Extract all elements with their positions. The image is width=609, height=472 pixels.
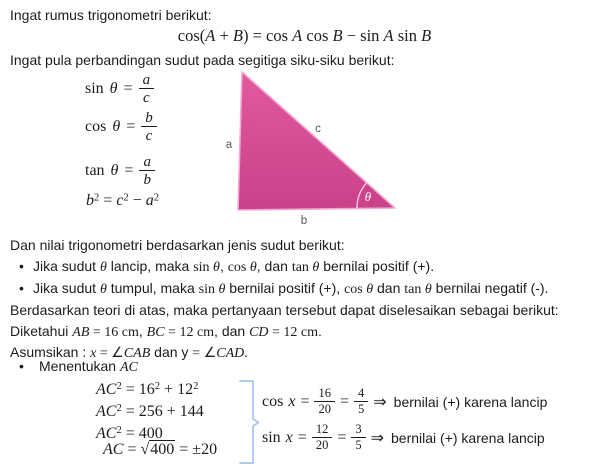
equals-sign: =	[126, 118, 136, 135]
fraction-denominator: 5	[358, 401, 365, 416]
fraction-numerator: 12	[312, 423, 333, 438]
step-title-text: Menentukan AC	[39, 358, 138, 375]
tan-function: tan	[85, 162, 105, 179]
fraction-numerator: a	[139, 72, 155, 89]
tan-fraction	[139, 154, 155, 188]
triangle-shape	[238, 72, 395, 210]
side-a-label: a	[225, 139, 233, 151]
problem-intro: Berdasarkan teori di atas, maka pertanyaan tersebut dapat diselesaikan sebagai berikut:	[10, 302, 559, 318]
fraction-numerator: 16	[314, 387, 335, 402]
equation-ac-squared-2: $AC^2 = 256 + 144$	[96, 402, 204, 420]
sin-fraction-1	[312, 423, 333, 452]
cos-sum-identity: cos(A + B) = cos A cos B − sin A sin B	[177, 26, 432, 45]
equation-ac-squared-3: $AC^2 = 400$	[96, 424, 163, 442]
fraction-denominator: 5	[355, 437, 362, 452]
fraction-numerator: 3	[351, 423, 365, 438]
notes-item-acute-text: Jika sudut θ lancip, maka sin θ, cos θ, dan tan θ bernilai positif (+).	[33, 258, 435, 275]
step-title-line	[19, 356, 138, 378]
sin-variable: x	[285, 428, 293, 446]
implies-arrow-icon: ⇒	[373, 393, 387, 411]
side-b-label: b	[300, 215, 308, 227]
equals-sign: =	[337, 428, 347, 446]
equation-ac-squared-1: $AC^2 = 16^2 + 12^2$	[96, 380, 199, 398]
group-bracket	[239, 378, 261, 466]
pythagoras-formula: $b^2 = c^2 - a^2$	[86, 192, 160, 209]
notes-item-obtuse-text: Jika sudut θ tumpul, maka sin θ bernilai positif (+), cos θ dan tan θ bernilai negatif (-).	[33, 280, 549, 297]
fraction-numerator: 4	[354, 387, 368, 402]
sin-function: sin	[262, 428, 281, 446]
sin-x-result-line	[262, 422, 545, 453]
intro-heading: Ingat rumus trigonometri berikut:	[10, 7, 212, 23]
fraction-denominator: c	[145, 128, 153, 144]
sin-function: sin	[85, 80, 104, 97]
cos-ratio-formula	[85, 109, 157, 145]
tan-ratio-formula	[85, 153, 155, 189]
cos-fraction-1	[314, 387, 335, 416]
sin-fraction	[139, 72, 155, 106]
sin-ratio-formula	[85, 71, 154, 107]
equals-sign: =	[339, 392, 349, 410]
equals-sign: =	[124, 162, 134, 179]
sin-fraction-2	[351, 423, 365, 452]
notes-item-obtuse	[19, 278, 548, 300]
equals-sign: =	[300, 392, 310, 410]
sin-conclusion: bernilai (+) karena lancip	[391, 429, 545, 446]
cos-function: cos	[85, 118, 107, 135]
fraction-denominator: 20	[315, 437, 329, 452]
fraction-numerator: a	[139, 154, 155, 171]
tan-variable: θ	[110, 162, 119, 179]
fraction-denominator: 20	[318, 401, 331, 416]
implies-arrow-icon: ⇒	[370, 429, 384, 447]
bracket-shape	[240, 381, 259, 463]
sin-variable: θ	[109, 80, 118, 97]
intro-subheading: Ingat pula perbandingan sudut pada segitiga siku-siku berikut:	[10, 52, 395, 68]
cos-fraction	[141, 110, 157, 144]
cos-x-result-line	[262, 386, 547, 417]
equals-sign: =	[297, 428, 307, 446]
cos-variable: x	[288, 392, 296, 410]
bullet-icon: •	[19, 358, 24, 374]
fraction-numerator: b	[141, 110, 157, 127]
fraction-denominator: c	[142, 90, 150, 106]
problem-known: Diketahui AB = 16 cm, BC = 12 cm, dan CD = 12 cm.	[10, 323, 322, 340]
problem-assumption: Asumsikan : x = ∠CAB dan y = ∠CAD.	[10, 344, 248, 361]
cos-variable: θ	[112, 118, 121, 135]
side-c-label: c	[315, 123, 321, 135]
notes-heading: Dan nilai trigonometri berdasarkan jenis sudut berikut:	[10, 237, 345, 253]
equation-ac-root: AC = √400 = ±20	[103, 441, 218, 458]
fraction-denominator: b	[143, 172, 151, 188]
right-triangle-figure	[220, 68, 410, 228]
equals-sign: =	[123, 80, 133, 97]
cos-function: cos	[262, 392, 284, 410]
notes-item-acute	[19, 256, 434, 278]
bullet-icon: •	[19, 258, 24, 274]
cos-fraction-2	[354, 387, 368, 416]
bullet-icon: •	[19, 280, 24, 296]
theta-label: θ	[364, 189, 372, 204]
cos-conclusion: bernilai (+) karena lancip	[393, 393, 548, 410]
